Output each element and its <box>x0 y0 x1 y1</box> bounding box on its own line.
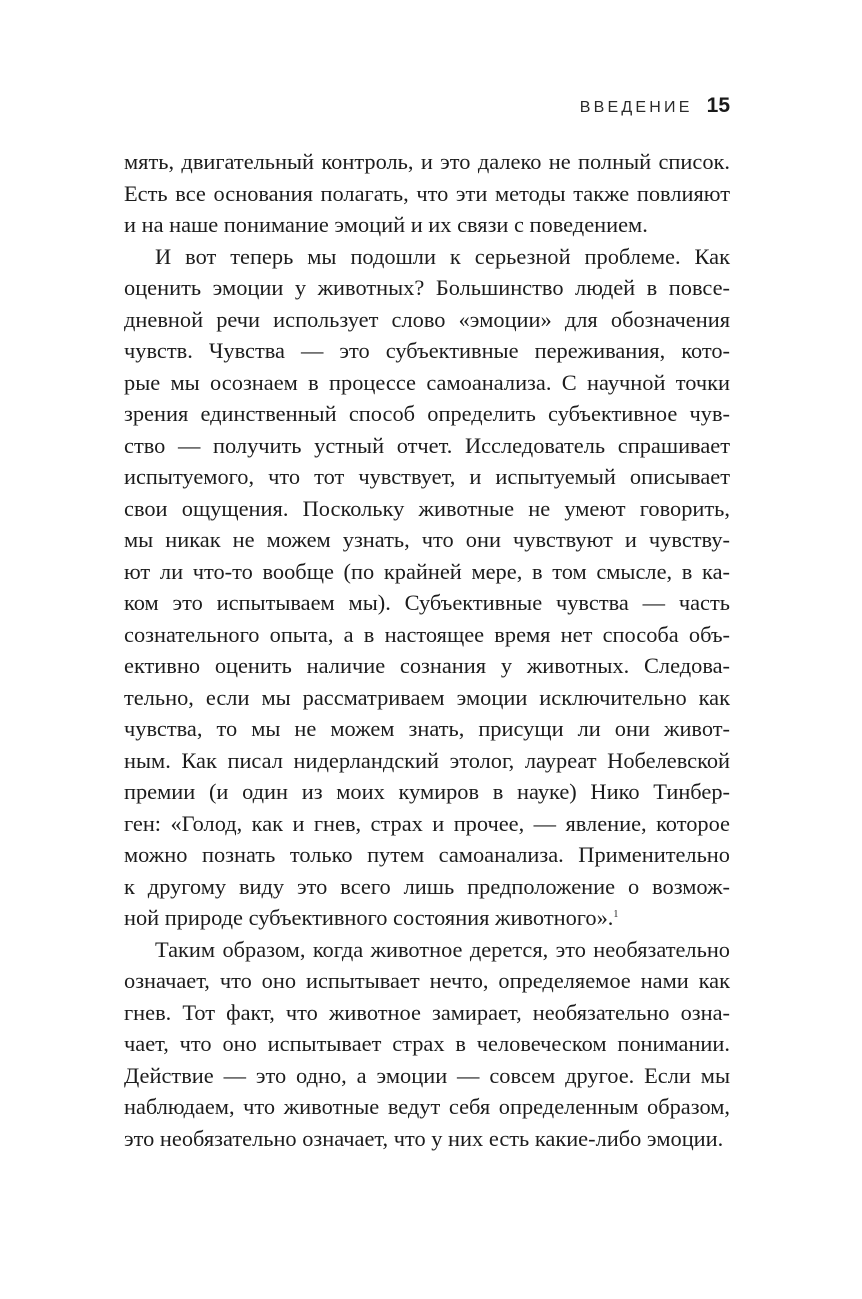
text-line: к другому виду это всего лишь предположение о возмож- <box>124 873 730 899</box>
text-line: Действие — это одно, а эмоции — совсем другое. Если мы <box>124 1062 730 1088</box>
text-line: мять, двигательный контроль, и это далеко не полный список. <box>124 149 730 174</box>
section-title: ВВЕДЕНИЕ <box>579 99 693 116</box>
text-line: оценить эмоции у животных? Большинство людей в повсе- <box>124 275 730 300</box>
text-line: гнев. Тот факт, что животное замирает, необязательно озна- <box>124 999 730 1025</box>
text-line: рые мы осознаем в процессе самоанализа. С научной точки <box>124 369 730 395</box>
body-text <box>124 146 730 1154</box>
text-line: И вот теперь мы подошли к серьезной проблеме. Как <box>155 243 730 269</box>
text-line: зрения единственный способ определить субъективное чув- <box>124 401 730 426</box>
text-line: чувства, то мы не можем знать, присущи ли они живот- <box>124 716 730 741</box>
text-line: ген: «Голод, как и гнев, страх и прочее, — явление, которое <box>124 810 730 836</box>
text-line: премии (и один из моих кумиров в науке) Нико Тинбер- <box>124 779 730 804</box>
text-line: дневной речи использует слово «эмоции» для обозначения <box>124 306 730 332</box>
paragraph-3 <box>124 934 730 1155</box>
text-line: ным. Как писал нидерландский этолог, лауреат Нобелевской <box>124 747 730 773</box>
text-line: ство — получить устный отчет. Исследователь спрашивает <box>124 432 730 458</box>
text-line: ективно оценить наличие сознания у животных. Следова- <box>124 653 730 678</box>
text-line: означает, что оно испытывает нечто, определяемое нами как <box>124 968 730 993</box>
footnote-marker[interactable]: 1 <box>613 909 619 920</box>
paragraph-1 <box>124 146 730 241</box>
text-line: сознательного опыта, а в настоящее время нет способа объ- <box>124 621 730 647</box>
text-line: наблюдаем, что животные ведут себя определенным образом, <box>124 1094 730 1119</box>
paragraph-2 <box>124 241 730 934</box>
text-line: чувств. Чувства — это субъективные переживания, кото- <box>124 338 730 363</box>
text-line: тельно, если мы рассматриваем эмоции исключительно как <box>124 684 730 710</box>
text-line-content: ной природе субъективного состояния животного». <box>124 905 614 930</box>
text-line: и на наше понимание эмоций и их связи с поведением. <box>124 212 648 237</box>
text-line: мы никак не можем узнать, что они чувствуют и чувству- <box>124 527 730 552</box>
text-line: свои ощущения. Поскольку животные не умеют говорить, <box>124 495 730 521</box>
running-head <box>580 94 730 118</box>
text-line: испытуемого, что тот чувствует, и испытуемый описывает <box>124 464 730 489</box>
page-number: 15 <box>706 94 730 117</box>
text-line: Есть все основания полагать, что эти методы также повлияют <box>124 180 730 206</box>
text-line-last <box>124 902 730 934</box>
text-line: чает, что оно испытывает страх в человеческом понимании. <box>124 1031 730 1056</box>
text-line: можно познать только путем самоанализа. Применительно <box>124 842 730 867</box>
text-line: это необязательно означает, что у них есть какие-либо эмоции. <box>124 1125 724 1151</box>
text-line: ком это испытываем мы). Субъективные чувства — часть <box>124 590 730 615</box>
text-line: ют ли что-то вообще (по крайней мере, в том смысле, в ка- <box>124 558 730 584</box>
text-line: Таким образом, когда животное дерется, это необязательно <box>155 936 730 962</box>
